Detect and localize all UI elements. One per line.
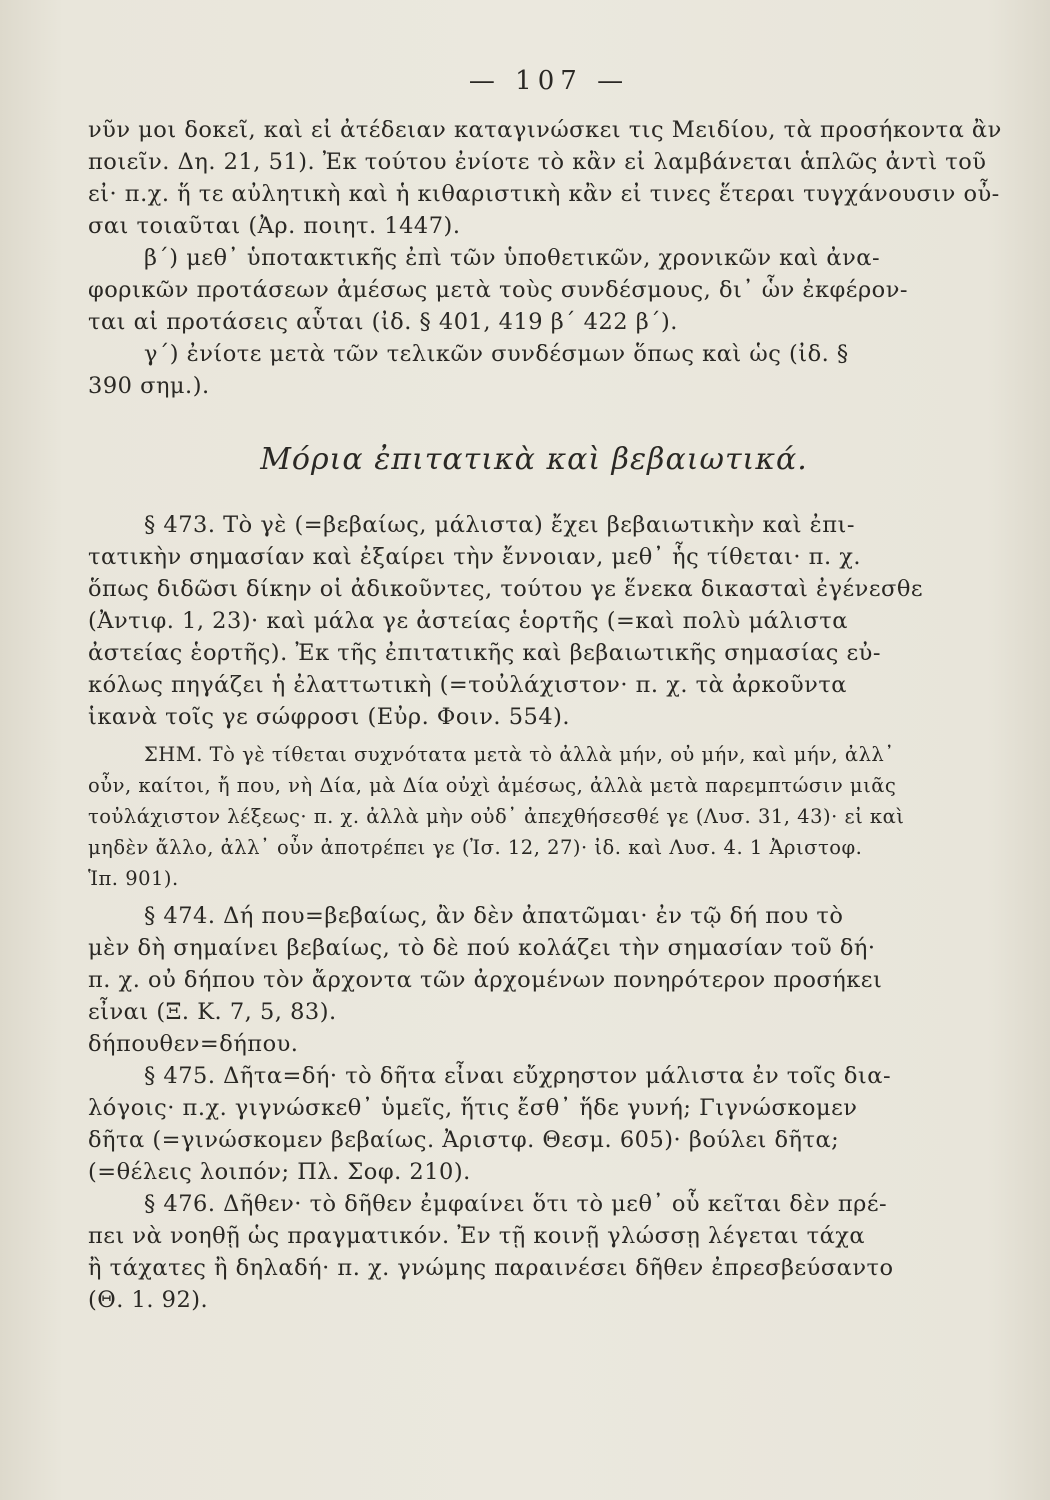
section-473 — [88, 509, 970, 733]
text-line: ται αἱ προτάσεις αὗται (ἰδ. § 401, 419 β΄ 422 β΄). — [88, 309, 678, 335]
text-line: λόγοις· π.χ. γιγνώσκεθ᾽ ὑμεῖς, ἥτις ἔσθ᾽ ἥδε γυνή; Γιγνώσκομεν — [88, 1095, 858, 1121]
text-line: β΄) μεθ᾽ ὑποτακτικῆς ἐπὶ τῶν ὑποθετικῶν, χρονικῶν καὶ ἀνα- — [144, 245, 881, 271]
text-line: εἰ· π.χ. ἥ τε αὐλητικὴ καὶ ἡ κιθαριστικὴ κἂν εἰ τινες ἕτεραι τυγχάνουσιν οὖ- — [88, 181, 1000, 207]
text-line: § 475. Δῆτα=δή· τὸ δῆτα εἶναι εὔχρηστον μάλιστα ἐν τοῖς δια- — [144, 1063, 892, 1089]
note-line: Ἱπ. 901). — [88, 867, 179, 890]
text-line: δῆτα (=γινώσκομεν βεβαίως. Ἀριστφ. Θεσμ. 605)· βούλει δῆτα; — [88, 1127, 840, 1153]
note-line: ΣΗΜ. Τὸ γὲ τίθεται συχνότατα μετὰ τὸ ἀλλὰ μήν, οὐ μήν, καὶ μήν, ἀλλ᾽ — [144, 743, 895, 766]
text-line: ἱκανὰ τοῖς γε σώφροσι (Εὐρ. Φοιν. 554). — [88, 704, 571, 730]
text-line: τατικὴν σημασίαν καὶ ἐξαίρει τὴν ἔννοιαν, μεθ᾽ ἧς τίθεται· π. χ. — [88, 544, 862, 570]
section-474 — [88, 900, 970, 1060]
text-line: πει νὰ νοηθῇ ὡς πραγματικόν. Ἐν τῇ κοινῇ γλώσσῃ λέγεται τάχα — [88, 1223, 866, 1249]
section-476 — [88, 1188, 970, 1316]
text-line: (Ἀντιφ. 1, 23)· καὶ μάλα γε ἀστείας ἑορτῆς (=καὶ πολὺ μάλιστα — [88, 608, 848, 634]
text-line: π. χ. οὐ δήπου τὸν ἄρχοντα τῶν ἀρχομένων πονηρότερον προσήκει — [88, 967, 883, 993]
intro-paragraph — [88, 114, 1002, 402]
text-line: § 473. Τὸ γὲ (=βεβαίως, μάλιστα) ἔχει βεβαιωτικὴν καὶ ἐπι- — [144, 512, 855, 538]
text-line: ὅπως διδῶσι δίκην οἱ ἀδικοῦντες, τούτου γε ἕνεκα δικασταὶ ἐγένεσθε — [88, 576, 924, 602]
section-heading: Μόρια ἐπιτατικὰ καὶ βεβαιωτικά. — [260, 442, 808, 477]
text-line: § 474. Δή που=βεβαίως, ἂν δὲν ἀπατῶμαι· ἐν τῷ δή που τὸ — [144, 903, 844, 929]
note-block — [88, 739, 970, 894]
text-line: σαι τοιαῦται (Ἀρ. ποιητ. 1447). — [88, 213, 461, 239]
note-line: οὖν, καίτοι, ἤ που, νὴ Δία, μὰ Δία οὐχὶ ἀμέσως, ἀλλὰ μετὰ παρεμπτώσιν μιᾶς — [88, 774, 897, 797]
text-line: φορικῶν προτάσεων ἀμέσως μετὰ τοὺς συνδέσμους, δι᾽ ὧν ἐκφέρον- — [88, 277, 908, 303]
text-line: μὲν δὴ σημαίνει βεβαίως, τὸ δὲ πού κολάζει τὴν σημασίαν τοῦ δή· — [88, 935, 876, 961]
text-line: (Θ. 1. 92). — [88, 1287, 209, 1313]
text-line: δήπουθεν=δήπου. — [88, 1031, 299, 1057]
text-line: ἀστείας ἑορτῆς). Ἐκ τῆς ἐπιτατικῆς καὶ βεβαιωτικῆς σημασίας εὐ- — [88, 640, 881, 666]
text-line: § 476. Δῆθεν· τὸ δῆθεν ἐμφαίνει ὅτι τὸ μεθ᾽ οὗ κεῖται δὲν πρέ- — [144, 1191, 888, 1217]
note-line: τοὐλάχιστον λέξεως· π. χ. ἀλλὰ μὴν οὐδ᾽ ἀπεχθήσεσθέ γε (Λυσ. 31, 43)· εἰ καὶ — [88, 805, 905, 828]
section-475 — [88, 1060, 970, 1188]
page-number: — 107 — — [468, 66, 630, 96]
text-line: 390 σημ.). — [88, 373, 210, 399]
text-line: ἢ τάχατες ἢ δηλαδή· π. χ. γνώμης παραινέσει δῆθεν ἐπρεσβεύσαντο — [88, 1255, 894, 1281]
text-line: κόλως πηγάζει ἡ ἐλαττωτικὴ (=τοὐλάχιστον· π. χ. τὰ ἀρκοῦντα — [88, 672, 847, 698]
text-line: ποιεῖν. Δη. 21, 51). Ἐκ τούτου ἐνίοτε τὸ κἂν εἰ λαμβάνεται ἁπλῶς ἀντὶ τοῦ — [88, 149, 987, 175]
text-line: (=θέλεις λοιπόν; Πλ. Σοφ. 210). — [88, 1159, 471, 1185]
text-line: εἶναι (Ξ. Κ. 7, 5, 83). — [88, 999, 337, 1025]
note-line: μηδὲν ἄλλο, ἀλλ᾽ οὖν ἀποτρέπει γε (Ἰσ. 12, 27)· ἰδ. καὶ Λυσ. 4. 1 Ἀριστοφ. — [88, 836, 863, 859]
text-line: γ΄) ἐνίοτε μετὰ τῶν τελικῶν συνδέσμων ὅπως καὶ ὡς (ἰδ. § — [144, 341, 849, 367]
text-line: νῦν μοι δοκεῖ, καὶ εἰ ἀτέδειαν καταγινώσκει τις Μειδίου, τὰ προσήκοντα ἂν — [88, 117, 1002, 143]
